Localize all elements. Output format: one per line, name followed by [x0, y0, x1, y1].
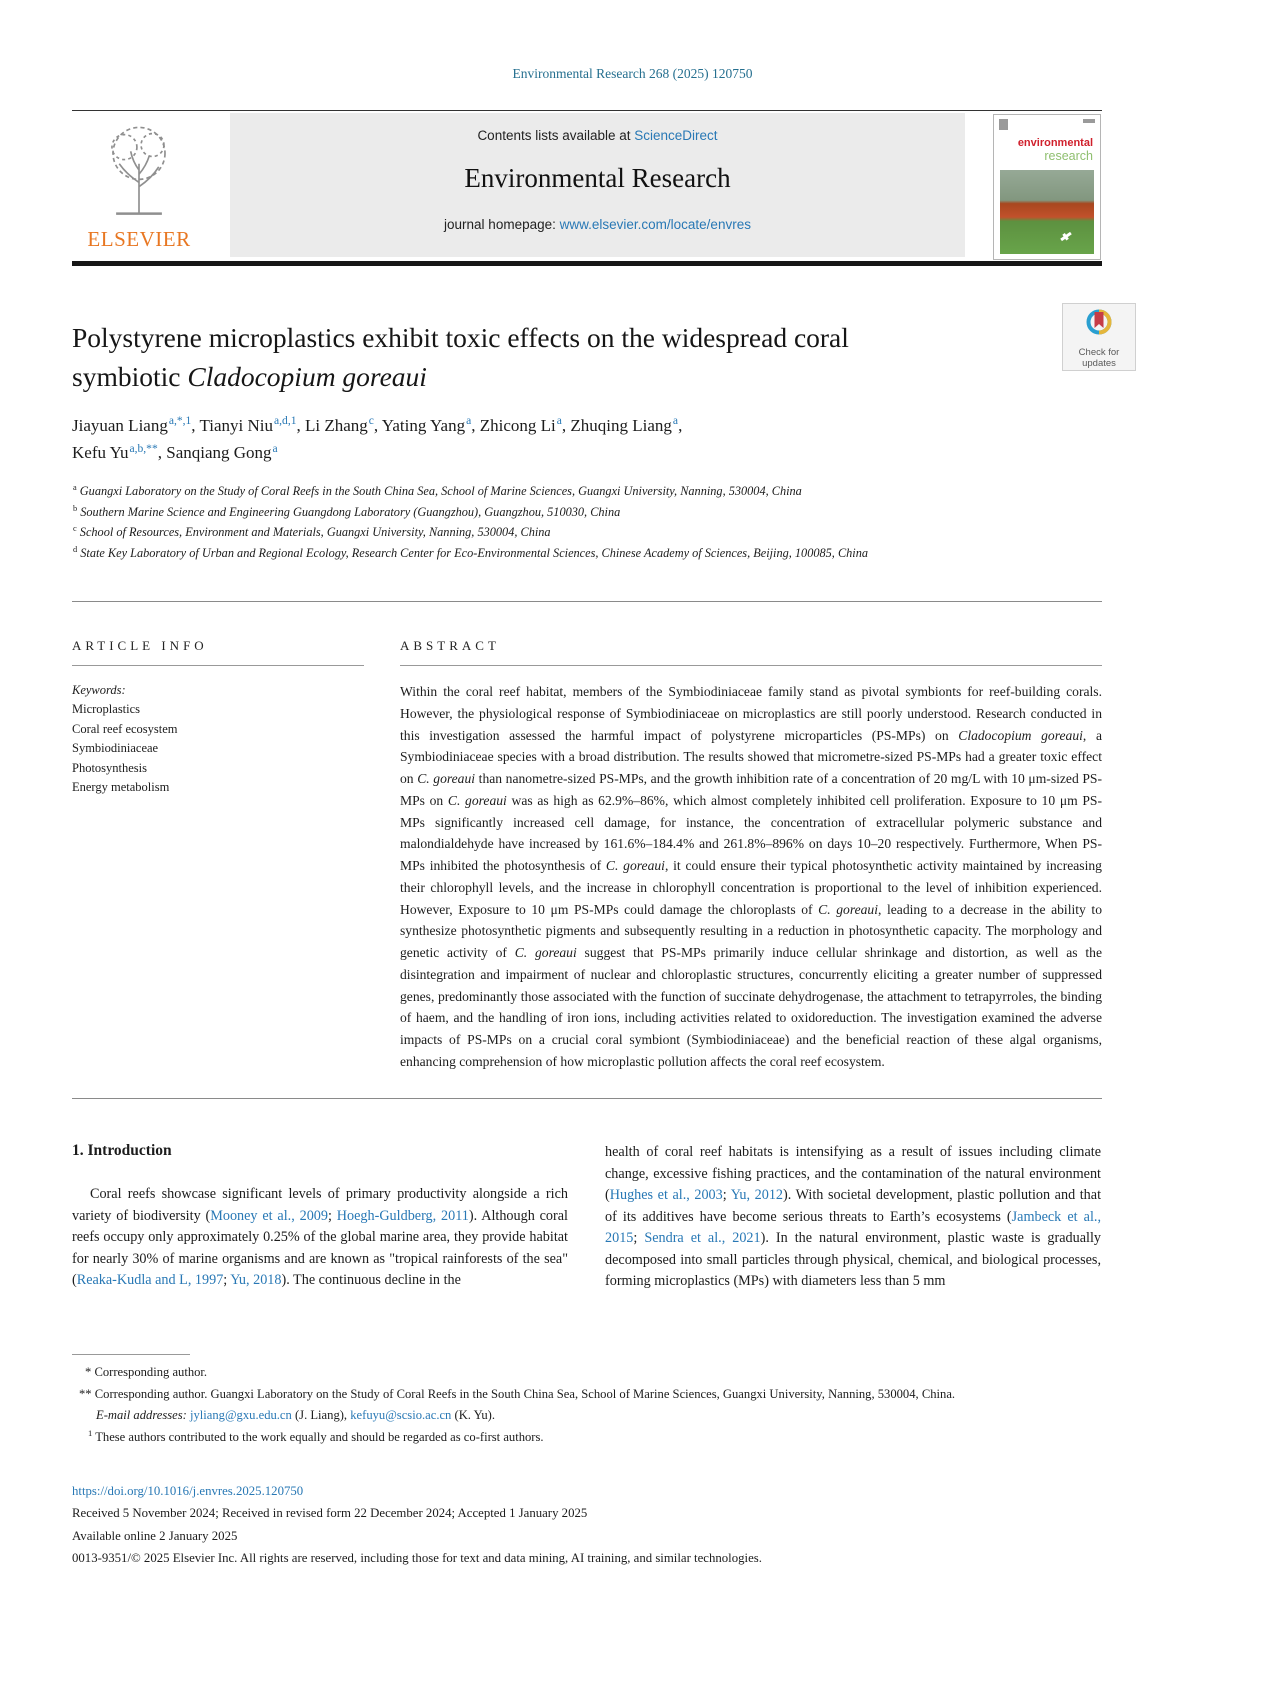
cover-photo [1000, 170, 1094, 254]
copyright-line: 0013-9351/© 2025 Elsevier Inc. All rights are reserved, including those for text and data mining, AI training, and similar technologies. [72, 1550, 762, 1565]
citation-link[interactable]: a [466, 414, 472, 428]
article-title-line2: symbiotic Cladocopium goreaui [72, 361, 427, 393]
citation-link[interactable]: a [556, 414, 562, 428]
journal-citation-line: Environmental Research 268 (2025) 120750 [512, 66, 753, 81]
cover-title [994, 138, 1100, 163]
citation-link[interactable]: Hoegh-Guldberg, 2011 [336, 1207, 469, 1224]
journal-homepage-line: journal homepage: www.elsevier.com/locate/envres [444, 217, 751, 232]
cover-corner-marks [994, 115, 1100, 130]
citation-link[interactable]: ScienceDirect [634, 128, 718, 143]
citation-link[interactable]: Hughes et al., 2003 [609, 1187, 723, 1204]
intro-paragraph-left: Coral reefs showcase significant levels of primary productivity alongside a rich variety of biodiversity (Mooney et al., 2009; Hoegh-Guldberg, 2011). Although coral reefs occupy only approximately 0.25% of the global marine area, they provide habitat for nearly 30% of marine organisms and are known as "tropical rainforests of the sea" (Reaka-Kudla and L, 1997; Yu, 2018). The continuous decline in the [72, 1186, 568, 1289]
introduction-section [72, 1142, 1102, 1293]
article-info-heading: ARTICLE INFO [72, 638, 208, 653]
badge-text-line2: updates [1082, 357, 1116, 369]
author-line-1: Jiayuan Liang$^{a,*,1}$, Tianyi Niu$^{a,d,1}$, Li Zhang$^c$, Yating Yang$^a$, Zhicong Li$^a$, Zhuqing Liang$^a$, [72, 414, 683, 435]
elsevier-logo[interactable] [76, 120, 202, 252]
affiliation-b: $^b$ Southern Marine Science and Engineering Guangdong Laboratory (Guangzhou), Guangzhou, 510030, China [73, 503, 621, 519]
cover-title-environmental: environmental [1017, 137, 1093, 149]
article-title-line1: Polystyrene microplastics exhibit toxic effects on the widespread coral [72, 322, 849, 353]
citation-link[interactable]: Yu, 2012 [730, 1187, 784, 1204]
received-dates-line: Received 5 November 2024; Received in revised form 22 December 2024; Accepted 1 January 2025 [72, 1506, 588, 1521]
contents-list-line: Contents lists available at ScienceDirect [477, 128, 718, 143]
affiliation-d: $^d$ State Key Laboratory of Urban and Regional Ecology, Research Center for Eco-Environmental Sciences, Chinese Academy of Sciences, Beijing, 100085, China [73, 544, 869, 561]
footnotes [72, 1362, 1102, 1449]
citation-link[interactable]: Yu, 2018 [230, 1272, 282, 1289]
intro-paragraph-right: health of coral reef habitats is intensifying as a result of issues including climate change, excessive fishing practices, and the contamination of the natural environment (Hughes et al., 2003; Yu, 2012). With societal development, plastic pollution and that of its additives have become serious threats to Earth’s ecosystems (Jambeck et al., 2015; Sendra et al., 2021). In the natural environment, plastic waste is gradually decomposed into small particles through physical, chemical, and biological processes, forming microplastics (MPs) with diameters less than 5 mm [605, 1144, 1102, 1290]
keyword-item: Energy metabolism [72, 779, 170, 794]
affiliation-c: $^c$ School of Resources, Environment and Materials, Guangxi University, Nanning, 530004, China [73, 524, 551, 540]
header-divider-bar [72, 261, 1102, 266]
citation-link[interactable]: Jambeck et al., 2015 [605, 1208, 1101, 1247]
corresponding-author-note-2: ** Corresponding author. Guangxi Laboratory on the Study of Coral Reefs in the South China Sea, School of Marine Sciences, Guangxi University, Nanning, 530004, China. [79, 1386, 956, 1401]
keyword-item: Coral reef ecosystem [72, 721, 178, 736]
keyword-item: Symbiodiniaceae [72, 741, 159, 756]
doi-link[interactable]: https://doi.org/10.1016/j.envres.2025.120750 [72, 1484, 304, 1498]
introduction-heading: 1. Introduction [72, 1142, 172, 1159]
citation-link[interactable]: a [272, 441, 278, 455]
cover-barcode-mark [1083, 119, 1095, 123]
abstract-rule [400, 665, 1102, 666]
author-line-2: Kefu $Yu^{a,b,**}$, Sanqiang Gong$^a$ [72, 441, 278, 463]
elsevier-wordmark: ELSEVIER [87, 227, 191, 251]
citation-link[interactable]: a [672, 414, 679, 428]
info-abstract-section [72, 638, 1102, 1073]
abstract-heading: ABSTRACT [400, 638, 500, 653]
article-info-rule [72, 665, 364, 666]
cover-title-research: research [1044, 149, 1093, 163]
journal-name: Environmental Research [464, 163, 731, 193]
section-divider-top [72, 601, 1102, 602]
citation-link[interactable]: a,b,** [129, 441, 158, 455]
journal-banner [230, 113, 965, 257]
email-addresses-note: E-mail addresses: jyliang@gxu.edu.cn (J. Liang), kefuyu@scsio.ac.cn (K. Yu). [96, 1408, 495, 1423]
intro-left-column [72, 1142, 568, 1293]
keyword-item: Microplastics [72, 702, 141, 717]
citation-link[interactable]: www.elsevier.com/locate/envres [559, 217, 751, 232]
citation-link[interactable]: Mooney et al., 2009 [210, 1207, 328, 1224]
citation-link[interactable]: c [368, 414, 374, 428]
available-online-line: Available online 2 January 2025 [72, 1528, 238, 1543]
header-top-rule [72, 110, 1102, 111]
article-footer [72, 1480, 1102, 1569]
keywords-label: Keywords: [72, 683, 126, 697]
abstract-text: Within the coral reef habitat, members of the Symbiodiniaceae family stand as pivotal symbionts for reef-building corals. However, the physiological response of Symbiodiniaceae on microplastics are still poorly understood. Research conducted in this investigation assessed the harmful impact of polystyrene microparticles (PS-MPs) on Cladocopium goreaui, a Symbiodiniaceae species with a broad distribution. The results showed that micrometre-sized PS-MPs had a greater toxic effect on C. goreaui than nanometre-sized PS-MPs, and the growth inhibition rate of a concentration of 20 mg/L with 10 μm-sized PS-MPs on C. goreaui was as high as 62.9%–86%, which almost completely inhibited cell proliferation. Exposure to 10 μm PS-MPs significantly increased cell damage, for instance, the concentration of extracellular polymeric substance and malondialdehyde have increased by 161.6%–184.4% and 261.8%–896% on days 10–20 respectively. Furthermore, When PS-MPs inhibited the photosynthesis of C. goreaui, it could ensure their typical photosynthetic activity maintained by increasing their chlorophyll levels, and the increase in chlorophyll concentration is proportional to the level of inhibition experienced. However, Exposure to 10 μm PS-MPs could damage the chloroplasts of C. goreaui, leading to a decrease in the ability to synthesize photosynthetic pigments and subsequently resulting in a reduction in photosynthetic capacity. The morphology and genetic activity of C. goreaui suggest that PS-MPs primarily induce cellular shrinkage and distortion, as well as the disintegration and impairment of nuclear and chloroplastic structures, concurrently eliciting a greater number of suppressed genes, predominantly those associated with the function of succinate dehydrogenase, the attachment to tetrapyrroles, the binding of haem, and the handling of iron ions, including activities related to oxidoreduction. The investigation examined the adverse impacts of PS-MPs on a crucial coral symbiont (Symbiodiniaceae) and the beneficial reaction of these algal organisms, enhancing comprehension of how microplastic pollution affects the coral reef ecosystem. [400, 684, 1103, 1069]
author-list [72, 412, 1052, 466]
corresponding-author-note: * Corresponding author. [85, 1365, 208, 1379]
footnote-rule [72, 1354, 190, 1355]
citation-link[interactable]: a,d,1 [274, 414, 297, 428]
cover-plane-icon [1060, 231, 1072, 240]
article-title [72, 318, 982, 396]
citation-link[interactable]: a,*,1 [168, 414, 192, 428]
check-for-updates-badge[interactable] [1062, 303, 1136, 371]
citation-link[interactable]: Reaka-Kudla and L, 1997 [76, 1272, 224, 1289]
abstract-column [400, 638, 1102, 1073]
elsevier-tree-icon [87, 207, 191, 224]
cover-publisher-mark [999, 119, 1008, 130]
intro-right-column [605, 1142, 1101, 1293]
affiliations [72, 482, 1102, 565]
citation-link[interactable]: kefuyu@scsio.ac.cn [350, 1408, 452, 1423]
journal-cover-thumbnail[interactable] [993, 114, 1101, 260]
article-info-column [72, 638, 364, 1073]
affiliation-a: $^a$ Guangxi Laboratory on the Study of Coral Reefs in the South China Sea, School of Marine Sciences, Guangxi University, Nanning, 530004, China [73, 482, 802, 498]
citation-link[interactable]: jyliang@gxu.edu.cn [189, 1408, 292, 1423]
check-updates-icon [1079, 330, 1119, 347]
citation-link[interactable]: Sendra et al., 2021 [644, 1230, 761, 1247]
co-first-authors-note: $^1$ These authors contributed to the work equally and should be regarded as co-first authors. [88, 1427, 544, 1444]
badge-text-line1: Check for [1078, 347, 1120, 358]
keyword-item: Photosynthesis [72, 760, 148, 775]
section-divider-bottom [72, 1098, 1102, 1099]
